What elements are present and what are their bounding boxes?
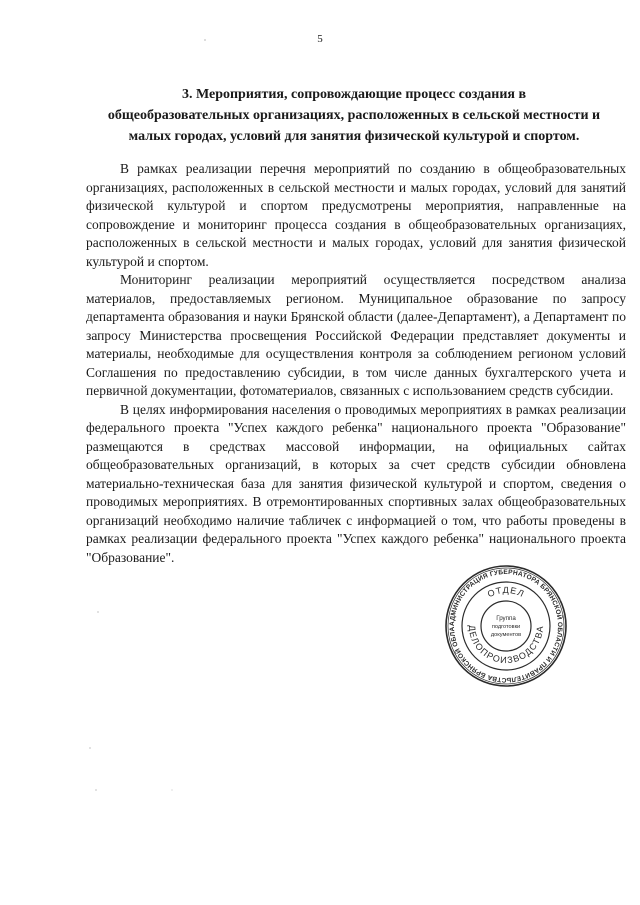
heading-line: общеобразовательных организациях, расположенных в сельской местности и (107, 108, 601, 123)
section-heading (88, 84, 620, 147)
heading-line: 3. Мероприятия, сопровождающие процесс создания в (181, 87, 527, 102)
paragraph: Мониторинг реализации мероприятий осуществляется посредством анализа материалов, предоставляемых регионом. Муниципальное образование по запросу департамента образования и науки Брянской области (далее-Департамент), а Департамент по запросу Министерства просвещения Российской Федерации представляет документы и материалы, необходимые для осуществления контроля за соблюдением регионом условий Соглашения по предоставлению субсидии, в том числе данных бухгалтерского учета и первичной документации, фотоматериалов, связанных с использованием средств субсидии. (86, 272, 626, 398)
svg-text:ОТДЕЛ (486, 585, 526, 599)
stamp-middle-bottom-text: ДЕЛОПРОИЗВОДСТВА (466, 624, 546, 666)
svg-text:ДЕЛОПРОИЗВОДСТВА (467, 625, 545, 666)
page-number: 5 (317, 33, 323, 45)
heading-line: малых городах, условий для занятия физической культурой и спортом. (128, 129, 580, 144)
stamp-seal (443, 563, 569, 689)
stamp-inner-line: подготовки (491, 624, 521, 630)
stamp-inner-line: документов (490, 632, 522, 638)
stamp-outer-text: АДМИНИСТРАЦИЯ ГУБЕРНАТОРА БРЯНСКОЙ ОБЛАСТИ И ПРАВИТЕЛЬСТВА БРЯНСКОЙ ОБЛА (448, 568, 564, 684)
stamp-inner-line: Группа (496, 615, 516, 622)
stamp-middle-top-text: ОТДЕЛ (485, 584, 527, 600)
body-text (86, 160, 626, 567)
paragraph: В рамках реализации перечня мероприятий по созданию в общеобразовательных организациях, расположенных в сельской местности и малых городах, условий для занятий физической культурой и спортом предусмотрены мероприятия, направленные на сопровождение и мониторинг процесса создания в общеобразовательных организациях, расположенных в сельской местности и малых городах, условий для занятия физической культурой и спортом. (86, 161, 626, 269)
office-stamp (443, 563, 569, 689)
paragraph: В целях информирования населения о проводимых мероприятиях в рамках реализации федерального проекта "Успех каждого ребенка" национального проекта "Образование" размещаются в средствах массовой информации, на официальных сайтах общеобразовательных организаций, в которых за счет средств субсидии обновлена материально-техническая база для занятия физической культурой и спортом, сведения о проводимых мероприятиях. В отремонтированных спортивных залах общеобразовательных организаций необходимо наличие табличек с информацией о том, что работы проведены в рамках реализации федерального проекта "Успех каждого ребенка" национального проекта "Образование". (86, 401, 626, 565)
